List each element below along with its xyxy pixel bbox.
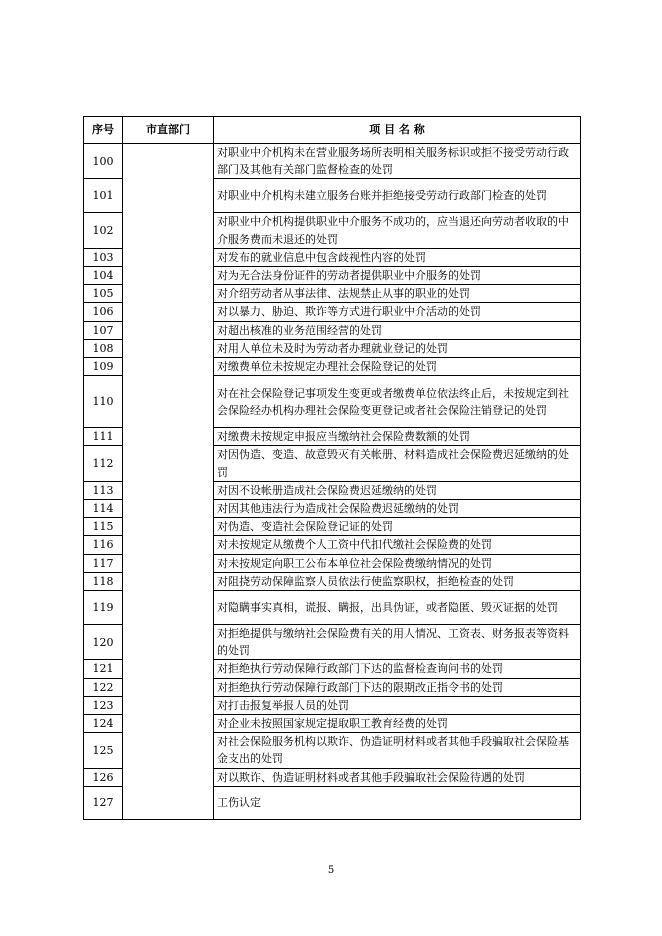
row-item-name: 对在社会保险登记事项发生变更或者缴费单位依法终止后，未按规定到社会保险经办机构办理社会保险变更登记或者社会保险注销登记的处罚 (214, 376, 581, 428)
table-row (84, 144, 581, 179)
department-cell (123, 144, 214, 820)
row-serial-number: 116 (84, 536, 123, 554)
row-item-name: 对以欺诈、伪造证明材料或者其他手段骗取社会保险待遇的处罚 (214, 768, 581, 786)
row-serial-number: 125 (84, 733, 123, 768)
row-serial-number: 119 (84, 591, 123, 625)
row-item-name: 对伪造、变造社会保险登记证的处罚 (214, 518, 581, 536)
row-serial-number: 124 (84, 715, 123, 733)
row-serial-number: 115 (84, 518, 123, 536)
row-serial-number: 111 (84, 428, 123, 446)
row-item-name: 对发布的就业信息中包含歧视性内容的处罚 (214, 248, 581, 266)
row-serial-number: 122 (84, 678, 123, 696)
row-item-name: 对未按规定从缴费个人工资中代扣代缴社会保险费的处罚 (214, 536, 581, 554)
row-serial-number: 117 (84, 554, 123, 572)
row-serial-number: 127 (84, 786, 123, 819)
row-serial-number: 103 (84, 248, 123, 266)
row-item-name: 对缴费单位未按规定办理社会保险登记的处罚 (214, 358, 581, 376)
row-serial-number: 118 (84, 572, 123, 590)
row-serial-number: 121 (84, 660, 123, 678)
row-item-name: 工伤认定 (214, 786, 581, 819)
row-item-name: 对拒绝提供与缴纳社会保险费有关的用人情况、工资表、财务报表等资料的处罚 (214, 625, 581, 660)
row-item-name: 对缴费未按规定申报应当缴纳社会保险费数额的处罚 (214, 428, 581, 446)
row-serial-number: 105 (84, 285, 123, 303)
document-table (83, 116, 581, 820)
row-item-name: 对为无合法身份证件的劳动者提供职业中介服务的处罚 (214, 267, 581, 285)
row-item-name: 对职业中介机构未建立服务台账并拒绝接受劳动行政部门检查的处罚 (214, 179, 581, 213)
row-item-name: 对超出核准的业务范围经营的处罚 (214, 321, 581, 339)
row-item-name: 对隐瞒事实真相，谎报、瞒报，出具伪证，或者隐匿、毁灭证据的处罚 (214, 591, 581, 625)
row-item-name: 对打击报复举报人员的处罚 (214, 696, 581, 714)
row-serial-number: 104 (84, 267, 123, 285)
row-serial-number: 110 (84, 376, 123, 428)
row-item-name: 对用人单位未及时为劳动者办理就业登记的处罚 (214, 339, 581, 357)
row-serial-number: 102 (84, 213, 123, 248)
row-item-name: 对职业中介机构提供职业中介服务不成功的，应当退还向劳动者收取的中介服务费而未退还的处罚 (214, 213, 581, 248)
row-item-name: 对介绍劳动者从事法律、法规禁止从事的职业的处罚 (214, 285, 581, 303)
row-serial-number: 123 (84, 696, 123, 714)
row-serial-number: 109 (84, 358, 123, 376)
row-item-name: 对因其他违法行为造成社会保险费迟延缴纳的处罚 (214, 500, 581, 518)
row-item-name: 对未按规定向职工公布本单位社会保险费缴纳情况的处罚 (214, 554, 581, 572)
row-item-name: 对以暴力、胁迫、欺诈等方式进行职业中介活动的处罚 (214, 303, 581, 321)
header-serial-number: 序号 (84, 117, 123, 144)
row-serial-number: 100 (84, 144, 123, 179)
row-item-name: 对拒绝执行劳动保障行政部门下达的监督检查询问书的处罚 (214, 660, 581, 678)
row-item-name: 对社会保险服务机构以欺诈、伪造证明材料或者其他手段骗取社会保险基金支出的处罚 (214, 733, 581, 768)
row-serial-number: 101 (84, 179, 123, 213)
row-serial-number: 120 (84, 625, 123, 660)
row-serial-number: 112 (84, 446, 123, 481)
page-number: 5 (327, 865, 335, 876)
row-item-name: 对阻挠劳动保障监察人员依法行使监察职权，拒绝检查的处罚 (214, 572, 581, 590)
row-serial-number: 113 (84, 481, 123, 499)
row-serial-number: 108 (84, 339, 123, 357)
header-department: 市直部门 (123, 117, 214, 144)
row-serial-number: 114 (84, 500, 123, 518)
header-item-name: 项 目 名 称 (214, 117, 581, 144)
row-item-name: 对因不设帐册造成社会保险费迟延缴纳的处罚 (214, 481, 581, 499)
row-serial-number: 126 (84, 768, 123, 786)
row-item-name: 对职业中介机构未在营业服务场所表明相关服务标识或拒不接受劳动行政部门及其他有关部门监督检查的处罚 (214, 144, 581, 179)
row-item-name: 对拒绝执行劳动保障行政部门下达的限期改正指令书的处罚 (214, 678, 581, 696)
row-serial-number: 106 (84, 303, 123, 321)
row-serial-number: 107 (84, 321, 123, 339)
row-item-name: 对因伪造、变造、故意毁灭有关帐册、材料造成社会保险费迟延缴纳的处罚 (214, 446, 581, 481)
table-body (84, 144, 581, 820)
row-item-name: 对企业未按照国家规定提取职工教育经费的处罚 (214, 715, 581, 733)
table-header-row (84, 117, 581, 144)
